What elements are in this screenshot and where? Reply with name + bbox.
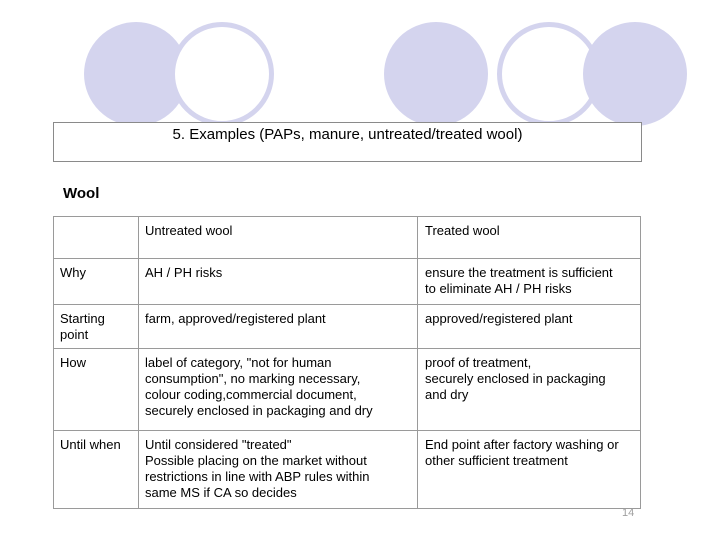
circle-filled-2	[384, 22, 488, 126]
treated-cell: ensure the treatment is sufficient to eliminate AH / PH risks	[418, 259, 641, 305]
row-label: Why	[54, 259, 139, 305]
page-number: 14	[622, 507, 635, 519]
header-cell-treated: Treated wool	[418, 217, 641, 259]
row-label: Starting point	[54, 305, 139, 349]
untreated-cell: AH / PH risks	[139, 259, 418, 305]
row-label: How	[54, 349, 139, 431]
untreated-cell: farm, approved/registered plant	[139, 305, 418, 349]
slide-title: 5. Examples (PAPs, manure, untreated/treated wool)	[172, 126, 523, 143]
treated-cell: End point after factory washing or other sufficient treatment	[418, 431, 641, 509]
row-label: Until when	[54, 431, 139, 509]
treated-cell: approved/registered plant	[418, 305, 641, 349]
section-label: Wool	[63, 185, 100, 202]
header-cell-untreated: Untreated wool	[139, 217, 418, 259]
table-header-row	[54, 217, 641, 259]
circle-ring-1	[170, 22, 274, 126]
title-box	[53, 122, 642, 162]
header-cell-empty	[54, 217, 139, 259]
table-row	[54, 431, 641, 509]
comparison-table	[53, 216, 641, 509]
untreated-cell: label of category, "not for human consumption", no marking necessary, colour coding,commercial document, securely enclosed in packaging and dry	[139, 349, 418, 431]
table-row	[54, 259, 641, 305]
table-row	[54, 305, 641, 349]
circle-filled-3	[583, 22, 687, 126]
table-row	[54, 349, 641, 431]
untreated-cell: Until considered "treated" Possible placing on the market without restrictions in line with ABP rules within same MS if CA so decides	[139, 431, 418, 509]
treated-cell: proof of treatment, securely enclosed in packaging and dry	[418, 349, 641, 431]
